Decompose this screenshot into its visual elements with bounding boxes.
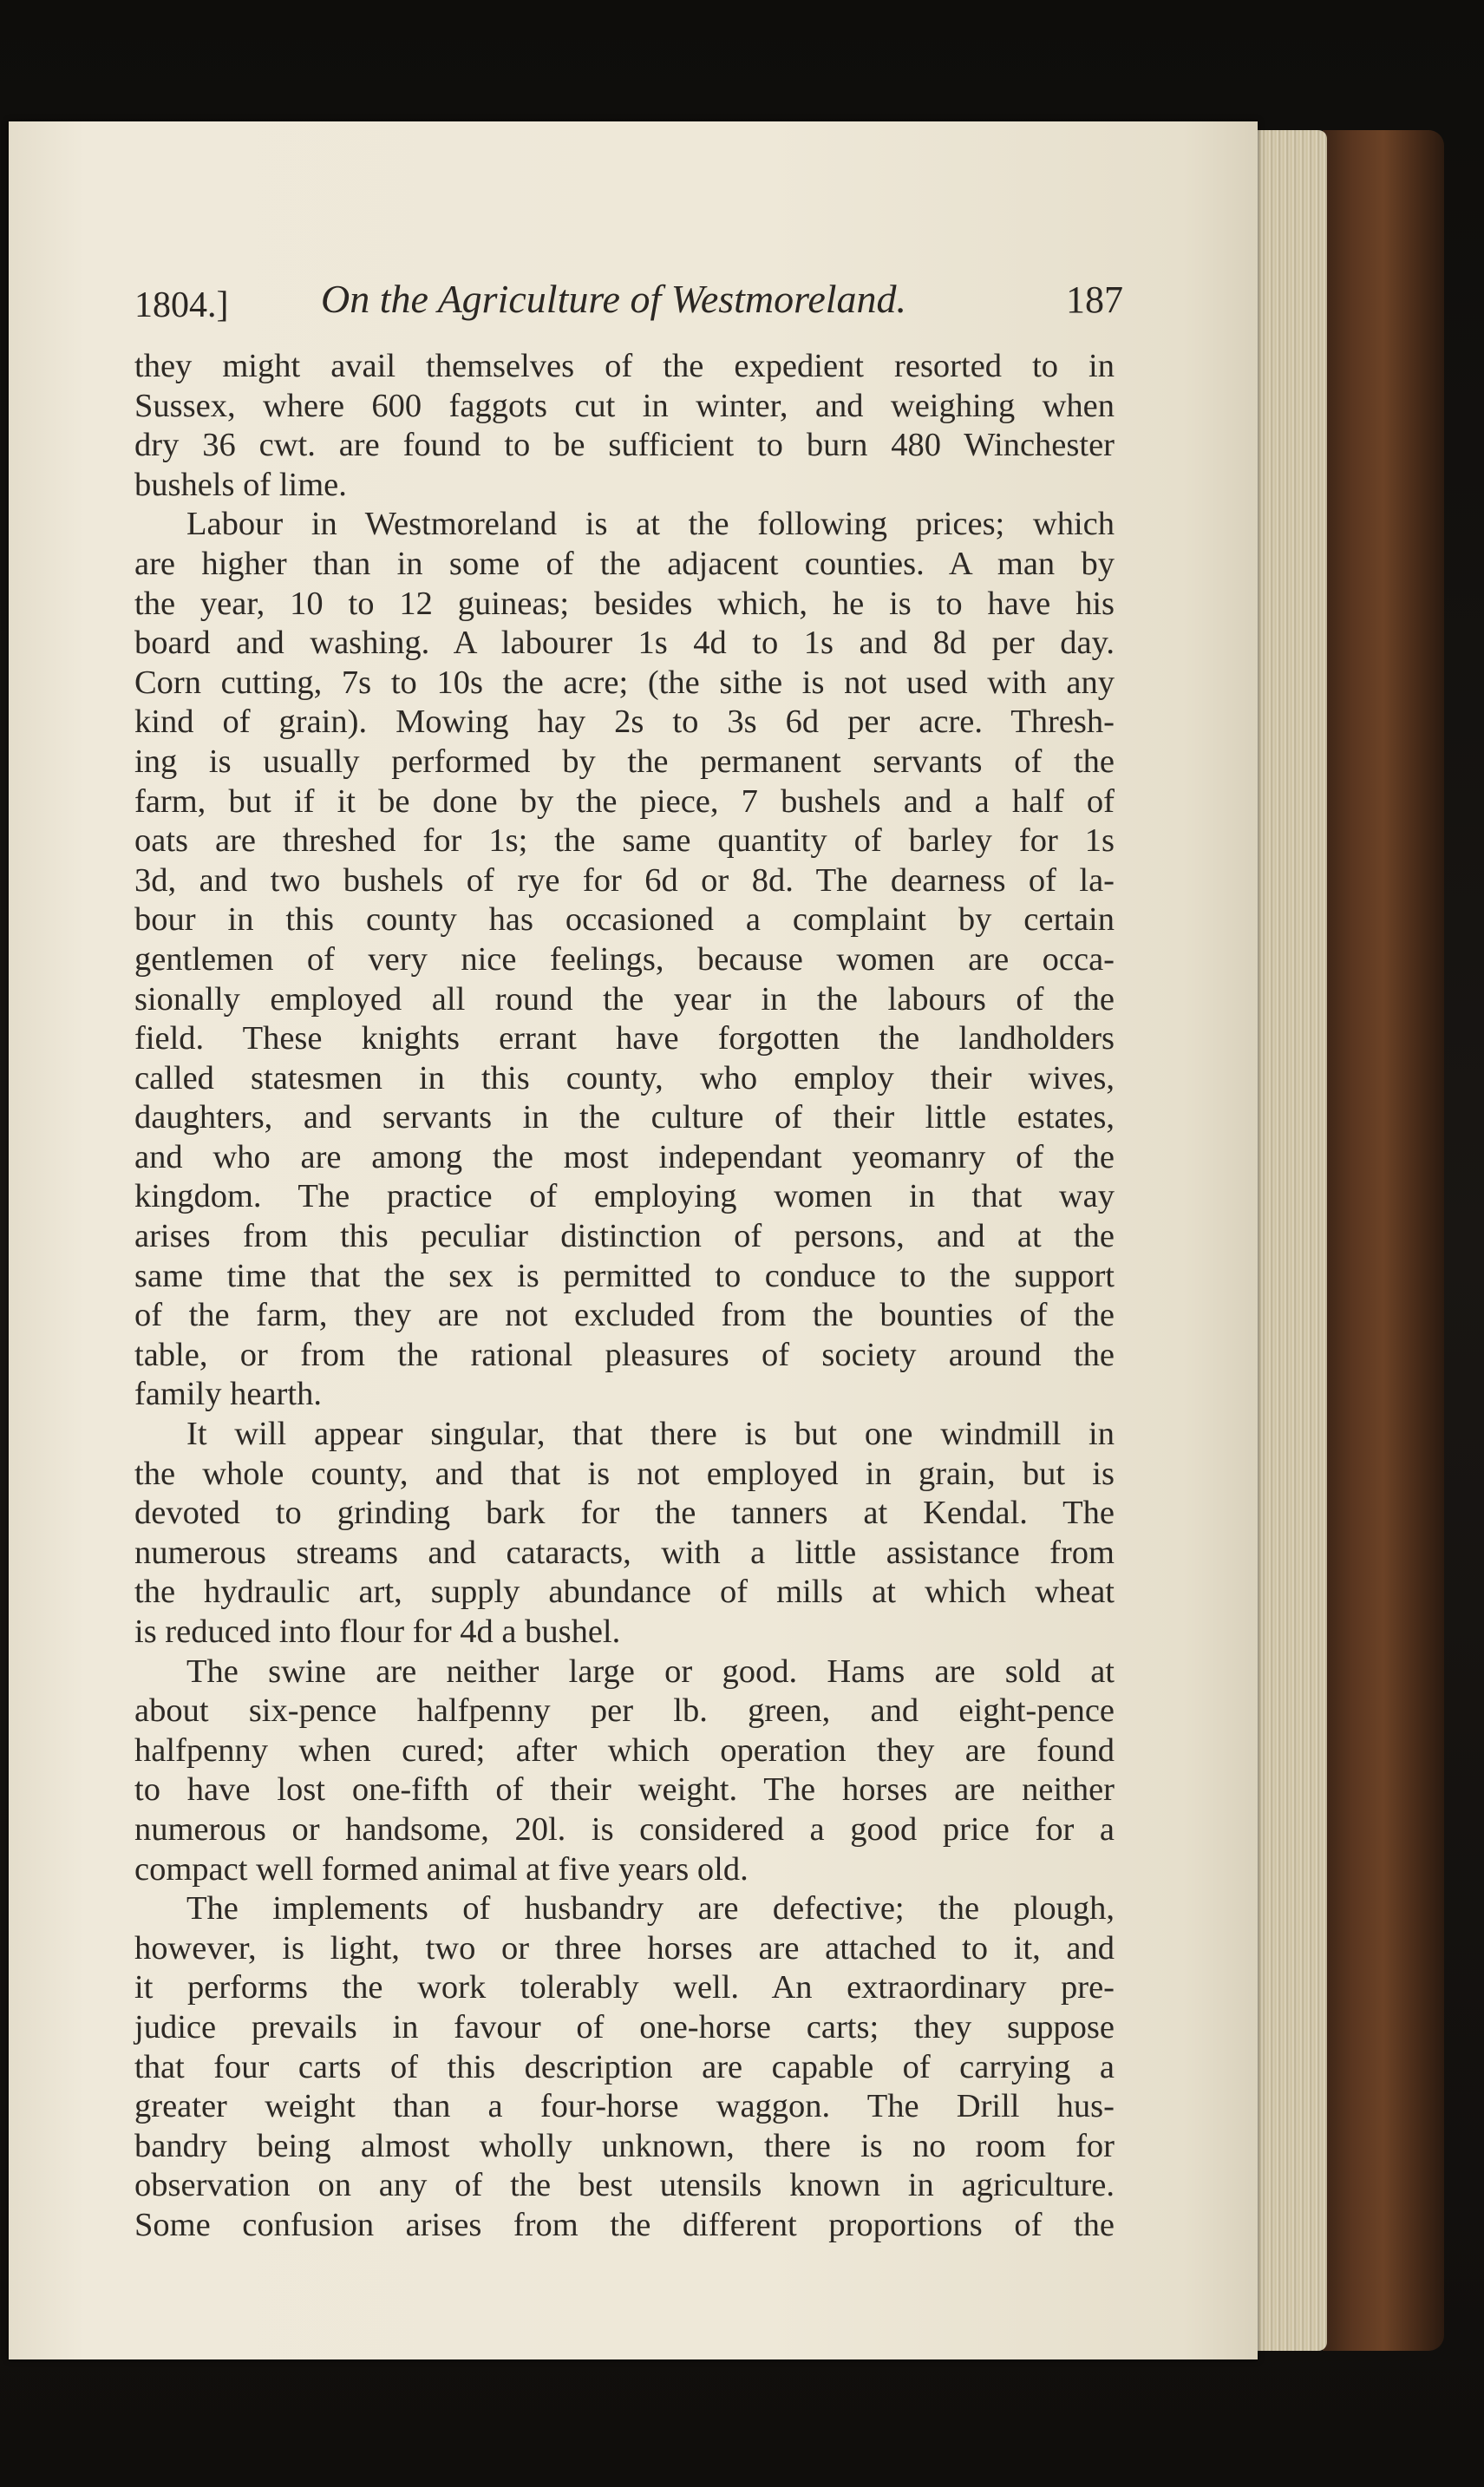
text-line: judice prevails in favour of one-horse carts; they suppose bbox=[134, 2008, 1115, 2045]
book-cover-edge bbox=[1323, 130, 1444, 2351]
text-line: arises from this peculiar distinction of persons, and at the bbox=[134, 1218, 1115, 1255]
text-line: of the farm, they are not excluded from the bounties of the bbox=[134, 1297, 1115, 1334]
text-line: table, or from the rational pleasures of society around the bbox=[134, 1336, 1115, 1373]
text-line: family hearth. bbox=[134, 1376, 322, 1413]
header-title: On the Agriculture of Westmoreland. bbox=[321, 277, 907, 321]
text-line: Corn cutting, 7s to 10s the acre; (the sithe is not used with any bbox=[134, 664, 1115, 701]
text-line: observation on any of the best utensils known in agriculture. bbox=[134, 2167, 1115, 2204]
text-line: are higher than in some of the adjacent counties. A man by bbox=[134, 545, 1115, 582]
text-line: Labour in Westmoreland is at the following prices; which bbox=[186, 506, 1115, 543]
text-line: compact well formed animal at five years old. bbox=[134, 1850, 749, 1888]
text-line: greater weight than a four-horse waggon. The Drill hus- bbox=[134, 2088, 1115, 2125]
text-line: the whole county, and that is not employed in grain, but is bbox=[134, 1455, 1115, 1492]
text-line: bandry being almost wholly unknown, there is no room for bbox=[134, 2127, 1115, 2164]
text-line: sionally employed all round the year in the labours of the bbox=[134, 980, 1115, 1018]
text-line: ing is usually performed by the permanent servants of the bbox=[134, 743, 1115, 780]
page-number: 187 bbox=[1066, 278, 1123, 321]
text-line: numerous or handsome, 20l. is considered a good price for a bbox=[134, 1810, 1115, 1848]
header-year: 1804.] bbox=[134, 285, 229, 325]
text-line: board and washing. A labourer 1s 4d to 1s and 8d per day. bbox=[134, 625, 1115, 662]
text-line: kind of grain). Mowing hay 2s to 3s 6d per acre. Thresh- bbox=[134, 704, 1115, 741]
text-line: is reduced into flour for 4d a bushel. bbox=[134, 1613, 621, 1650]
text-line: Some confusion arises from the different proportions of the bbox=[134, 2206, 1115, 2243]
text-line: same time that the sex is permitted to conduce to the support bbox=[134, 1257, 1115, 1294]
text-line: to have lost one-fifth of their weight. The horses are neither bbox=[134, 1771, 1115, 1809]
text-line: Sussex, where 600 faggots cut in winter, and weighing when bbox=[134, 387, 1115, 424]
text-line: bushels of lime. bbox=[134, 466, 347, 503]
text-line: the hydraulic art, supply abundance of mills at which wheat bbox=[134, 1574, 1115, 1611]
text-line: dry 36 cwt. are found to be sufficient to burn 480 Winchester bbox=[134, 427, 1115, 464]
text-line: oats are threshed for 1s; the same quantity of barley for 1s bbox=[134, 822, 1115, 860]
text-line: field. These knights errant have forgotten the landholders bbox=[134, 1020, 1115, 1057]
text-line: daughters, and servants in the culture of their little estates, bbox=[134, 1099, 1115, 1136]
text-line: The swine are neither large or good. Hams are sold at bbox=[186, 1653, 1115, 1690]
page-edges bbox=[1258, 130, 1327, 2351]
text-line: It will appear singular, that there is but one windmill in bbox=[186, 1416, 1115, 1453]
text-line: numerous streams and cataracts, with a little assistance from bbox=[134, 1534, 1115, 1571]
text-line: bour in this county has occasioned a complaint by certain bbox=[134, 901, 1115, 939]
text-line: about six-pence halfpenny per lb. green, and eight-pence bbox=[134, 1692, 1115, 1730]
text-line: gentlemen of very nice feelings, because women are occa- bbox=[134, 940, 1115, 978]
text-line: The implements of husbandry are defective; the plough, bbox=[186, 1890, 1115, 1927]
text-line: however, is light, two or three horses are attached to it, and bbox=[134, 1929, 1115, 1967]
text-line: halfpenny when cured; after which operation they are found bbox=[134, 1731, 1115, 1769]
text-line: and who are among the most independant yeomanry of the bbox=[134, 1138, 1115, 1175]
text-line: kingdom. The practice of employing women in that way bbox=[134, 1178, 1115, 1215]
text-line: 3d, and two bushels of rye for 6d or 8d. The dearness of la- bbox=[134, 861, 1115, 899]
text-line: the year, 10 to 12 guineas; besides which, he is to have his bbox=[134, 585, 1115, 622]
text-line: it performs the work tolerably well. An extraordinary pre- bbox=[134, 1969, 1115, 2006]
body-text bbox=[134, 347, 1115, 2246]
text-line: that four carts of this description are capable of carrying a bbox=[134, 2048, 1115, 2085]
text-line: they might avail themselves of the expedient resorted to in bbox=[134, 348, 1115, 384]
text-line: called statesmen in this county, who employ their wives, bbox=[134, 1059, 1115, 1096]
running-header bbox=[134, 276, 1123, 328]
text-line: farm, but if it be done by the piece, 7 bushels and a half of bbox=[134, 782, 1115, 820]
text-line: devoted to grinding bark for the tanners at Kendal. The bbox=[134, 1495, 1115, 1532]
